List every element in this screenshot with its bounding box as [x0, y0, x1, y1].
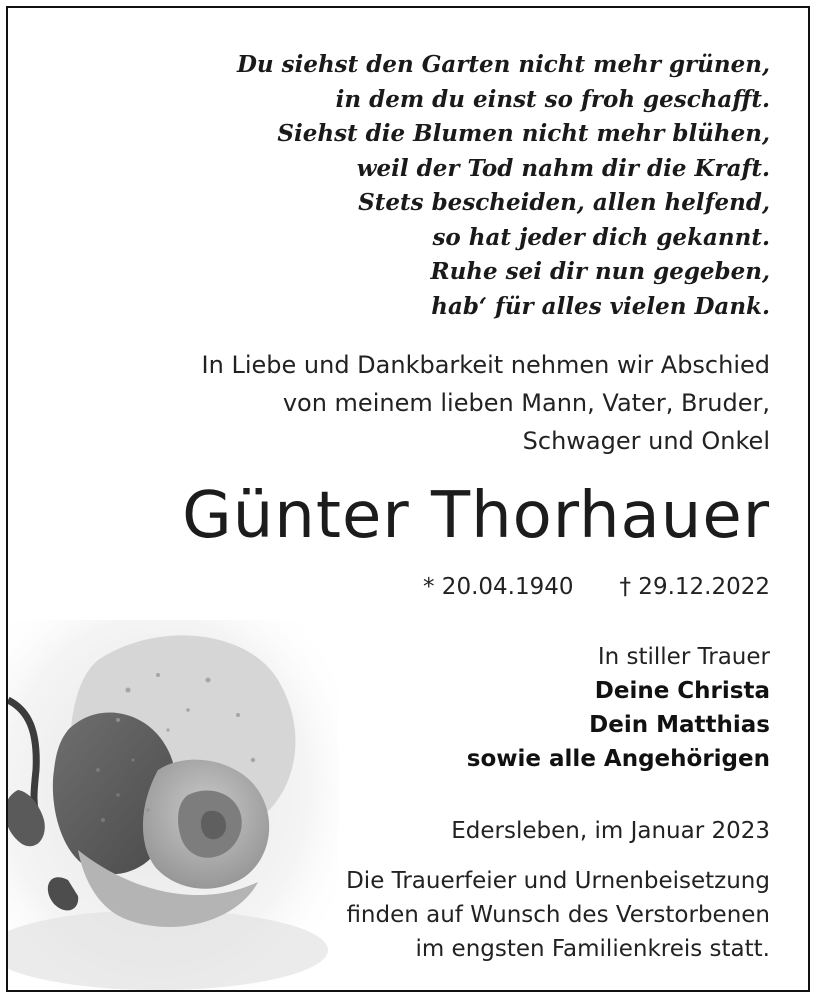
funeral-info-line: Die Trauerfeier und Urnenbeisetzung: [346, 868, 770, 894]
funeral-info: [346, 864, 770, 966]
mourner-name: Dein Matthias: [589, 712, 770, 738]
mourners-block: [467, 640, 770, 776]
funeral-info-line: im engsten Familienkreis statt.: [415, 936, 770, 962]
mourner-name: Deine Christa: [594, 678, 770, 704]
place-date: Edersleben, im Januar 2023: [451, 818, 770, 844]
intro-line: von meinem lieben Mann, Vater, Bruder,: [282, 389, 770, 417]
mourner-name: sowie alle Angehörigen: [466, 746, 770, 772]
poem-line: Du siehst den Garten nicht mehr grünen,: [236, 51, 770, 78]
rose-image: [8, 620, 338, 992]
life-dates: [423, 571, 770, 603]
deceased-name: Günter Thorhauer: [182, 479, 770, 553]
farewell-intro: [202, 346, 770, 460]
poem-line: in dem du einst so froh geschafft.: [335, 85, 770, 113]
funeral-info-line: finden auf Wunsch des Verstorbenen: [346, 902, 770, 928]
death-date: † 29.12.2022: [619, 574, 770, 600]
poem-line: Stets bescheiden, allen helfend,: [358, 189, 770, 216]
poem-line: Ruhe sei dir nun gegeben,: [430, 258, 770, 285]
birth-date: * 20.04.1940: [423, 574, 574, 600]
poem-line: Siehst die Blumen nicht mehr blühen,: [277, 120, 770, 147]
poem-line: weil der Tod nahm dir die Kraft.: [356, 154, 770, 182]
intro-line: In Liebe und Dankbarkeit nehmen wir Abschied: [201, 351, 770, 379]
mourning-heading: In stiller Trauer: [597, 644, 770, 670]
poem-line: so hat jeder dich gekannt.: [432, 223, 770, 251]
obituary-notice: [6, 6, 810, 992]
intro-line: Schwager und Onkel: [522, 427, 770, 455]
poem-line: hab‘ für alles vielen Dank.: [431, 292, 770, 320]
poem: [237, 48, 770, 324]
